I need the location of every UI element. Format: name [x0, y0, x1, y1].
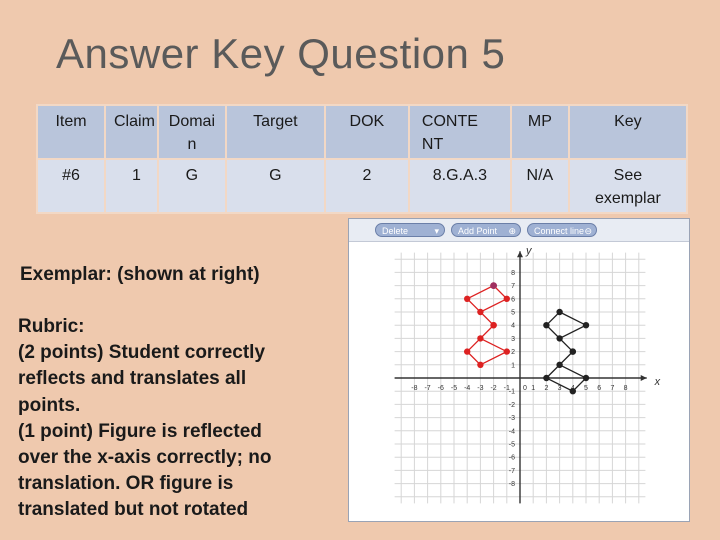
- table-header-row: [37, 105, 687, 159]
- y-tick-label: 4: [511, 322, 515, 330]
- connect-line-button-label: Connect line: [534, 226, 585, 236]
- rubric-line: reflects and translates all: [18, 368, 247, 390]
- chevron-down-icon: ▾: [434, 226, 439, 236]
- cell-dok: 2: [325, 159, 409, 213]
- header-claim: Claim: [105, 105, 158, 159]
- cell-target: G: [226, 159, 325, 213]
- y-tick-label: 7: [511, 283, 515, 291]
- delete-button[interactable]: [375, 223, 445, 237]
- cell-content: 8.G.A.3: [409, 159, 511, 213]
- original-figure-point: [543, 375, 549, 381]
- cell-domain: G: [158, 159, 226, 213]
- cell-claim: 1: [105, 159, 158, 213]
- y-tick-label: -2: [508, 401, 515, 409]
- original-figure-point: [556, 309, 562, 315]
- header-target: Target: [226, 105, 325, 159]
- y-tick-label: 5: [511, 309, 515, 317]
- y-tick-label: 1: [511, 362, 515, 370]
- original-figure-point: [543, 322, 549, 328]
- original-figure-point: [583, 322, 589, 328]
- x-tick-label: -1: [503, 385, 510, 392]
- x-tick-label: -3: [477, 385, 484, 392]
- line-icon: ⊖: [584, 226, 592, 236]
- header-content: CONTE NT: [409, 105, 511, 159]
- header-key: Key: [569, 105, 687, 159]
- x-tick-label: -5: [450, 385, 458, 392]
- original-figure-point: [556, 335, 562, 341]
- image-figure-point: [464, 296, 470, 302]
- connect-line-button[interactable]: [527, 223, 597, 237]
- cell-item: #6: [37, 159, 105, 213]
- x-tick-label: -7: [424, 385, 431, 392]
- x-tick-label: 3: [557, 385, 562, 392]
- image-figure-point: [504, 296, 510, 302]
- x-tick-label: 8: [623, 385, 628, 392]
- x-tick-label: 1: [531, 385, 536, 392]
- header-domain: Domai n: [158, 105, 226, 159]
- coordinate-plane[interactable]: [349, 241, 689, 521]
- x-axis-label: x: [654, 376, 661, 388]
- cell-key: See exemplar: [569, 159, 687, 213]
- image-figure-point: [477, 309, 483, 315]
- x-tick-label: 7: [610, 385, 615, 392]
- y-tick-label: -3: [508, 415, 515, 423]
- y-tick-label: 3: [511, 335, 515, 343]
- exemplar-note: Exemplar: (shown at right): [20, 264, 260, 285]
- x-tick-label: -2: [490, 385, 497, 392]
- delete-button-label: Delete: [382, 226, 409, 236]
- header-item: Item: [37, 105, 105, 159]
- y-tick-label: 2: [511, 349, 515, 357]
- x-tick-label: 0: [523, 385, 527, 392]
- rubric-line: translated but not rotated: [18, 499, 249, 521]
- image-figure-point: [464, 348, 470, 354]
- original-figure-point: [570, 388, 576, 394]
- y-axis-label: y: [526, 244, 532, 257]
- original-figure-point: [570, 348, 576, 354]
- x-tick-label: -4: [464, 385, 471, 392]
- image-figure-point: [477, 362, 483, 368]
- x-tick-label: 6: [597, 385, 602, 392]
- highlighted-point: [490, 282, 497, 289]
- image-figure-point: [490, 322, 496, 328]
- header-mp: MP: [511, 105, 569, 159]
- rubric-line: translation. OR figure is: [18, 473, 234, 495]
- add-point-button[interactable]: [451, 223, 521, 237]
- y-axis-arrow: [517, 251, 523, 257]
- graph-tool-screenshot: [348, 218, 690, 522]
- original-figure-point: [556, 362, 562, 368]
- rubric-line: (2 points) Student correctly: [18, 342, 266, 364]
- x-tick-label: -8: [411, 385, 418, 392]
- x-tick-label: 2: [544, 385, 549, 392]
- header-dok: DOK: [325, 105, 409, 159]
- image-figure-point: [477, 335, 483, 341]
- y-tick-label: -8: [508, 481, 515, 489]
- table-row: [37, 159, 687, 213]
- rubric-line: over the x-axis correctly; no: [18, 447, 272, 469]
- original-figure-point: [583, 375, 589, 381]
- y-tick-label: -5: [508, 441, 515, 449]
- rubric-heading: Rubric:: [18, 316, 85, 337]
- y-tick-label: 6: [511, 296, 515, 304]
- y-tick-label: 8: [511, 269, 515, 277]
- x-axis-arrow: [641, 375, 647, 381]
- rubric: [18, 314, 328, 524]
- answer-key-table: [36, 104, 688, 214]
- y-tick-label: -1: [508, 388, 515, 396]
- image-figure-point: [504, 348, 510, 354]
- cell-mp: N/A: [511, 159, 569, 213]
- y-tick-label: -4: [508, 428, 515, 436]
- rubric-line: (1 point) Figure is reflected: [18, 420, 262, 442]
- y-tick-label: -7: [508, 467, 515, 475]
- y-tick-label: -6: [508, 454, 515, 462]
- add-point-button-label: Add Point: [458, 226, 498, 236]
- crosshair-icon: ⊕: [508, 226, 516, 236]
- page-title: Answer Key Question 5: [56, 30, 506, 77]
- rubric-line: points.: [18, 394, 81, 416]
- x-tick-label: -6: [437, 385, 444, 392]
- x-tick-label: 5: [584, 385, 588, 392]
- graph-toolbar: [349, 219, 689, 242]
